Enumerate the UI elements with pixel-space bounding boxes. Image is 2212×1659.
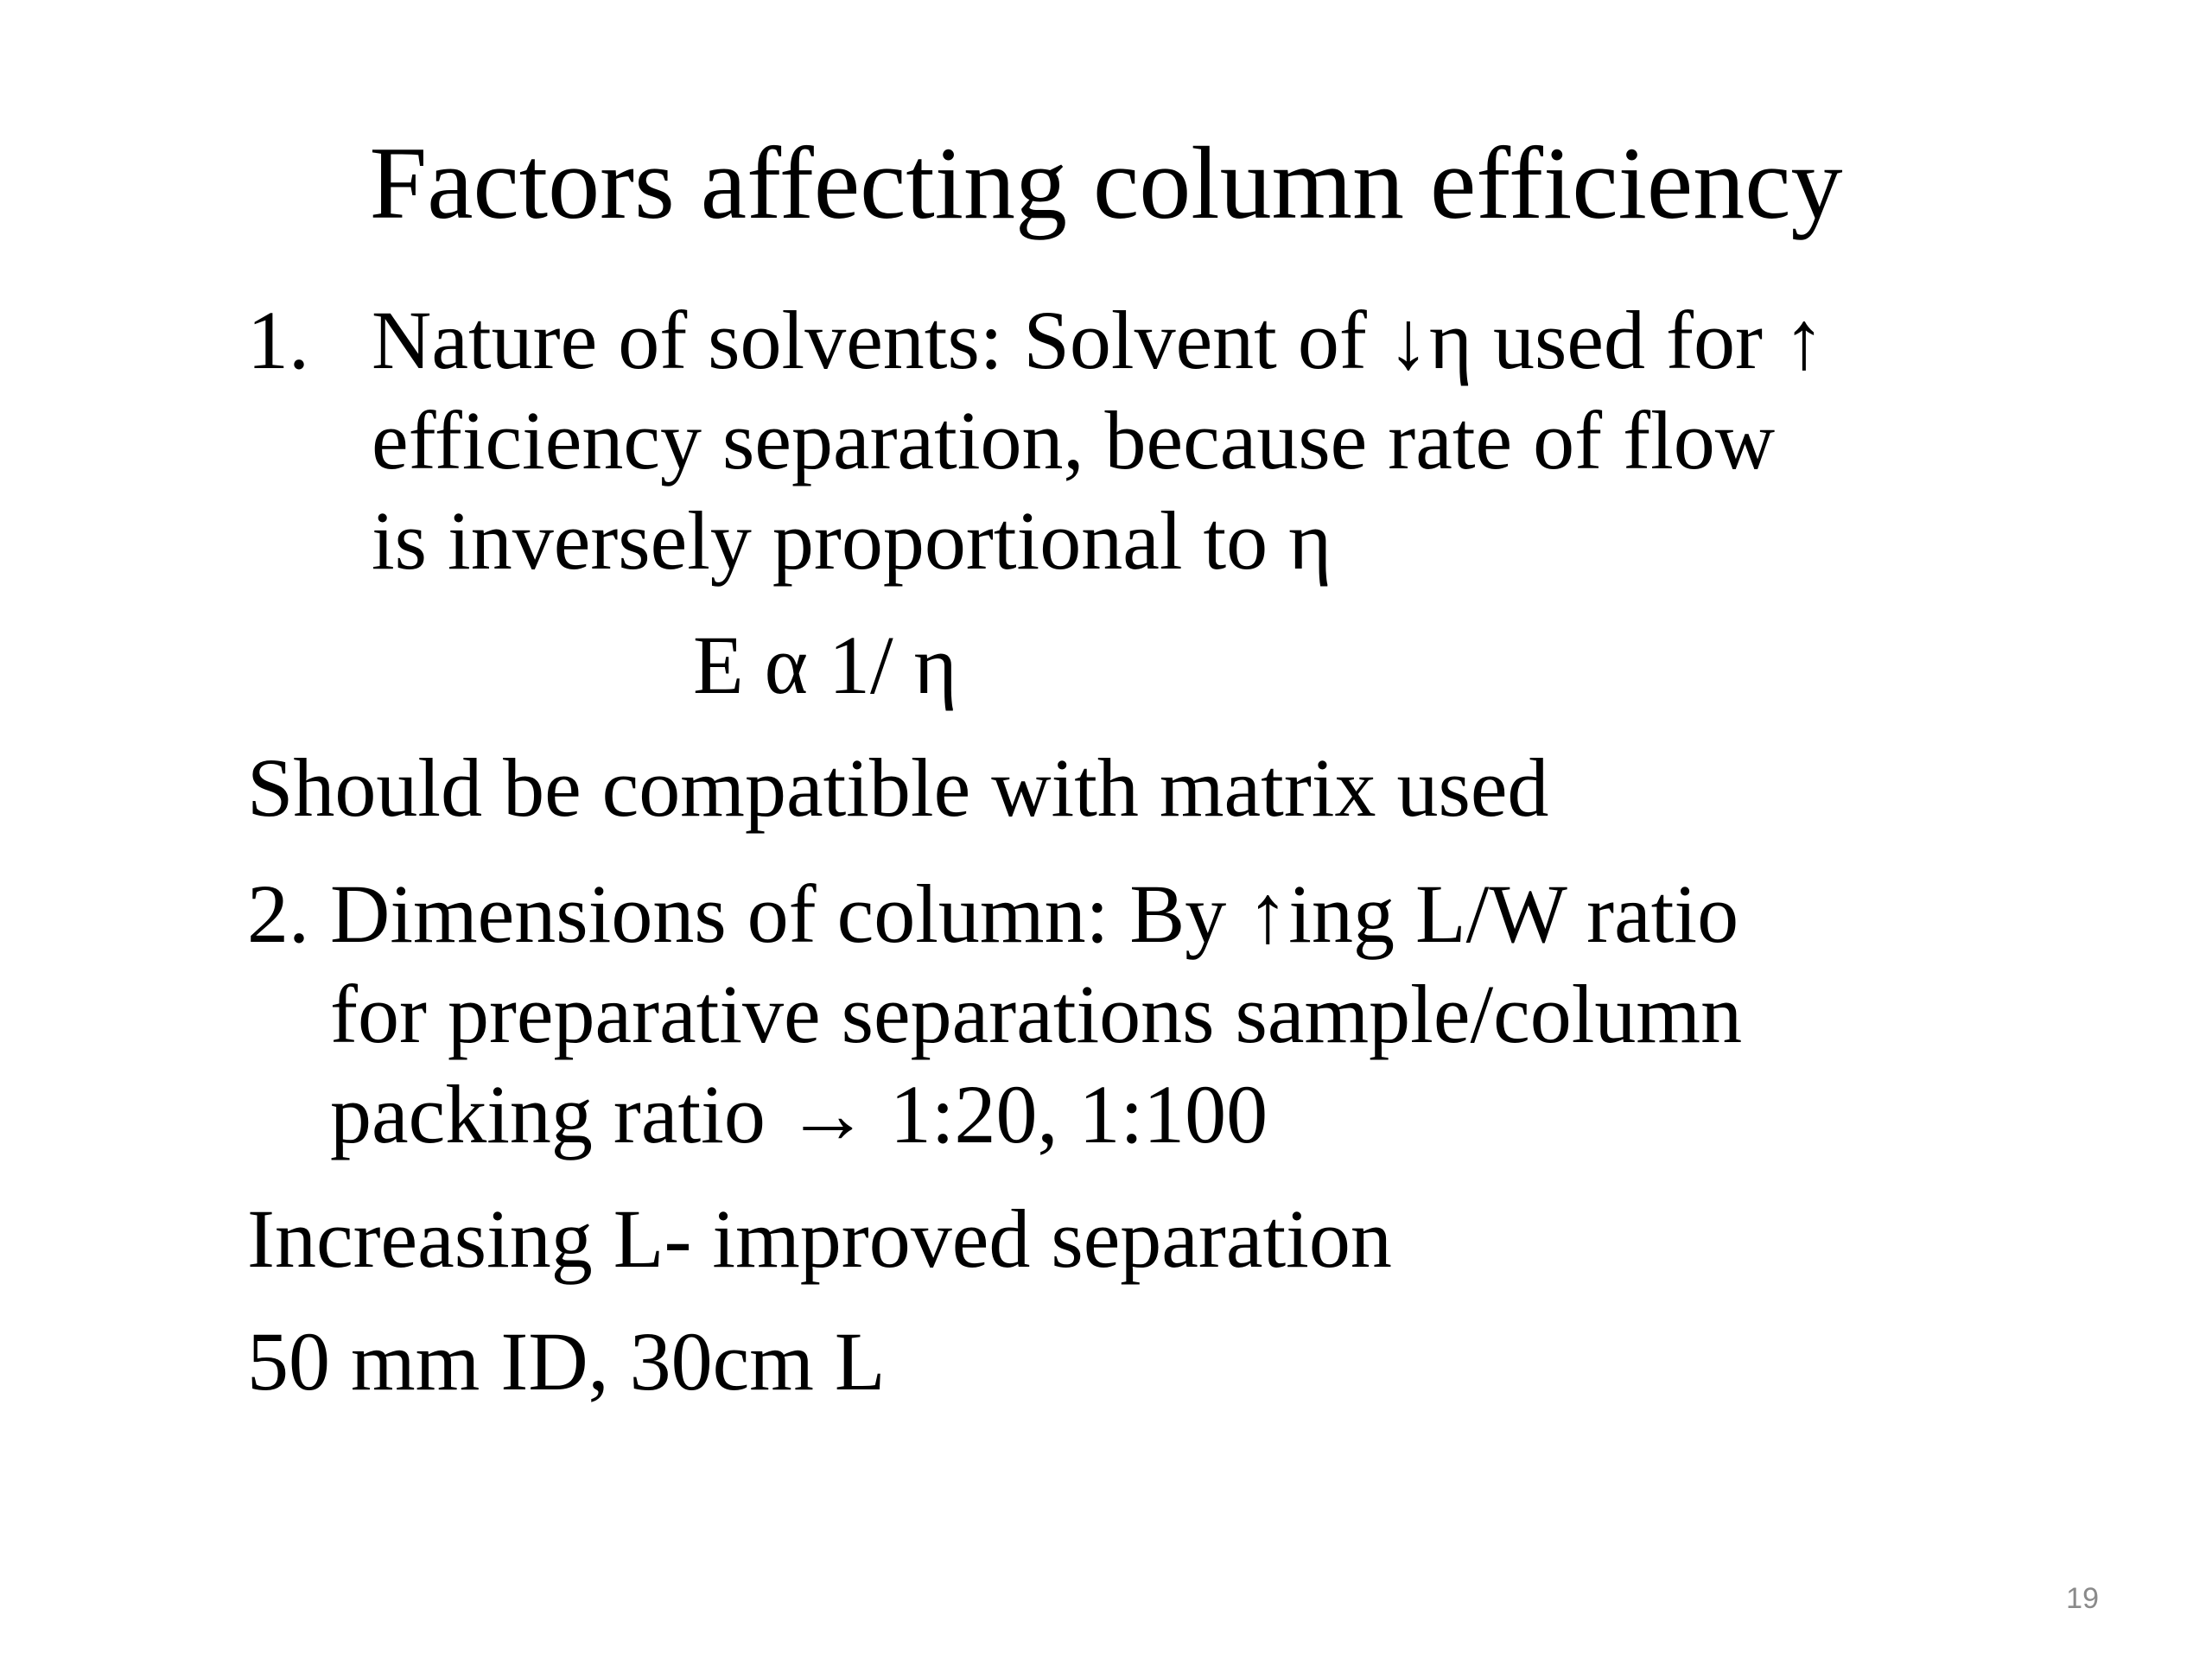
item-1-line-2: efficiency separation, because rate of flow xyxy=(372,394,1776,486)
note-increasing-length: Increasing L- improved separation xyxy=(247,1192,1392,1285)
item-2-line-1: 2. Dimensions of column: By ↑ing L/W ratio xyxy=(247,868,1739,960)
page-number: 19 xyxy=(2066,1582,2099,1615)
note-compatible: Should be compatible with matrix used xyxy=(247,741,1549,834)
item-2-line-3: packing ratio → 1:20, 1:100 xyxy=(330,1068,1268,1160)
formula: E α 1/ η xyxy=(693,619,957,711)
item-2-line-2: for preparative separations sample/column xyxy=(330,968,1743,1060)
item-1-number: 1. xyxy=(247,294,309,386)
item-1-line-1: Nature of solvents: Solvent of ↓η used for ↑ xyxy=(372,294,1825,386)
note-dimensions: 50 mm ID, 30cm L xyxy=(247,1315,886,1408)
item-1-line-3: is inversely proportional to η xyxy=(372,494,1332,587)
slide-title: Factors affecting column efficiency xyxy=(369,125,1843,240)
